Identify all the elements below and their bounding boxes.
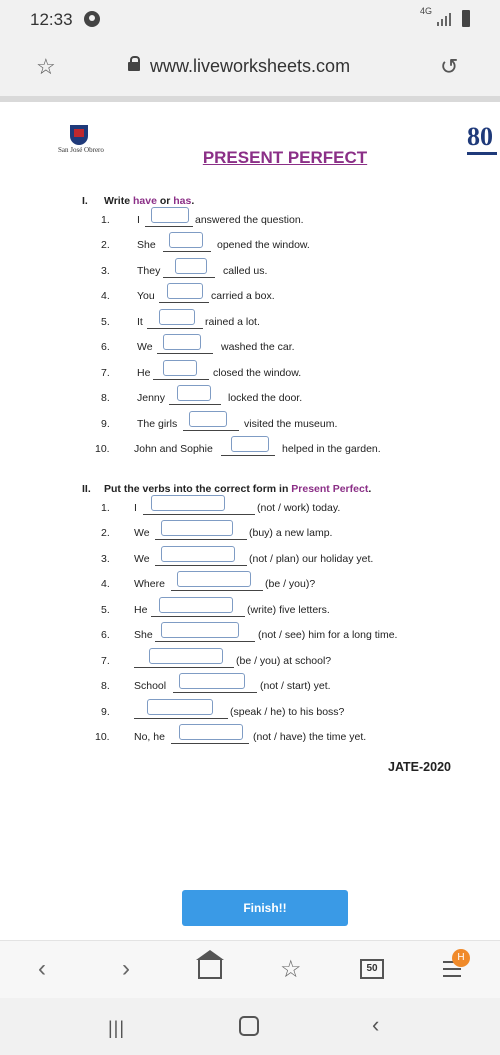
item-number: 2. (101, 239, 110, 251)
finish-button[interactable]: Finish!! (182, 890, 348, 926)
item-text: closed the window. (213, 367, 302, 379)
item-subject: It (137, 316, 143, 328)
item-text: answered the question. (195, 214, 304, 226)
answer-input[interactable] (151, 207, 189, 223)
section1-have: have (132, 195, 157, 207)
menu-badge: H (452, 949, 470, 967)
section1-or: or (156, 195, 174, 207)
section1-instruction: Write (104, 195, 133, 207)
item-number: 4. (101, 578, 110, 590)
item-number: 9. (101, 706, 110, 718)
address-bar (0, 40, 500, 96)
item-text: (not / see) him for a long time. (258, 629, 398, 641)
answer-input[interactable] (175, 258, 207, 274)
reload-icon[interactable]: ↺ (440, 54, 459, 79)
item-subject: Where (134, 578, 165, 590)
answer-input[interactable] (177, 571, 251, 587)
item-subject: The girls (137, 418, 178, 430)
browser-bottom-nav (0, 940, 500, 999)
answer-input[interactable] (161, 520, 233, 536)
tabs-count-button[interactable]: 50 (360, 959, 384, 979)
item-subject: John and Sophie (134, 443, 213, 455)
answer-input[interactable] (179, 673, 245, 689)
answer-input[interactable] (159, 309, 195, 325)
answer-input[interactable] (149, 648, 223, 664)
anniversary-logo-number: 80 (467, 122, 493, 151)
item-text: (not / have) the time yet. (253, 731, 367, 743)
page-title: PRESENT PERFECT (202, 148, 368, 167)
network-type: 4G (420, 6, 433, 16)
section1-number: I. (82, 195, 88, 207)
item-number: 4. (101, 290, 110, 302)
item-number: 1. (101, 214, 110, 226)
status-bar (0, 0, 500, 40)
item-text: rained a lot. (205, 316, 260, 328)
item-number: 8. (101, 392, 110, 404)
lock-icon[interactable] (128, 62, 140, 71)
bookmark-star-icon[interactable]: ☆ (36, 54, 56, 79)
item-text: (buy) a new lamp. (249, 527, 333, 539)
item-subject: She (137, 239, 156, 251)
item-number: 8. (101, 680, 110, 692)
item-text: washed the car. (221, 341, 295, 353)
sync-icon (84, 11, 100, 27)
answer-input[interactable] (161, 622, 239, 638)
item-text: (speak / he) to his boss? (230, 706, 345, 718)
answer-input[interactable] (161, 546, 235, 562)
answer-input[interactable] (189, 411, 227, 427)
item-text: (not / work) today. (257, 502, 341, 514)
item-number: 7. (101, 655, 110, 667)
section2-instruction: Put the verbs into the correct form in (104, 483, 292, 495)
answer-input[interactable] (179, 724, 243, 740)
url-text[interactable]: www.liveworksheets.com (150, 56, 351, 76)
shield-icon (70, 125, 88, 145)
worksheet-code: JATE-2020 (388, 760, 451, 774)
system-back-icon[interactable]: ‹ (372, 1012, 380, 1037)
item-subject: We (137, 341, 153, 353)
item-number: 5. (101, 316, 110, 328)
status-time: 12:33 (30, 10, 73, 29)
section1-heading (82, 195, 194, 207)
item-subject: I (134, 502, 137, 514)
item-number: 6. (101, 341, 110, 353)
home-icon[interactable] (198, 959, 222, 979)
section2-period: . (368, 483, 372, 495)
section2-number: II. (82, 483, 91, 495)
item-number: 9. (101, 418, 110, 430)
item-number: 5. (101, 604, 110, 616)
section2-highlight: Present Perfect (291, 483, 369, 495)
item-subject: She (134, 629, 153, 641)
item-number: 1. (101, 502, 110, 514)
recent-apps-icon[interactable]: ||| (108, 1018, 126, 1038)
signal-icon (437, 12, 453, 26)
item-text: (write) five letters. (247, 604, 330, 616)
item-subject: He (134, 604, 148, 616)
back-arrow-icon[interactable]: ‹ (38, 955, 46, 982)
item-subject: School (134, 680, 167, 692)
item-text: (be / you)? (265, 578, 316, 590)
item-number: 2. (101, 527, 110, 539)
answer-input[interactable] (163, 360, 197, 376)
item-number: 3. (101, 265, 110, 277)
item-subject: I (137, 214, 140, 226)
item-text: visited the museum. (244, 418, 338, 430)
item-text: opened the window. (217, 239, 310, 251)
item-text: helped in the garden. (282, 443, 381, 455)
worksheet-page (0, 102, 500, 940)
item-text: locked the door. (228, 392, 303, 404)
battery-icon (462, 10, 470, 27)
answer-input[interactable] (163, 334, 201, 350)
item-subject: You (137, 290, 155, 302)
bookmarks-icon[interactable]: ☆ (280, 956, 302, 983)
system-nav-bar (0, 998, 500, 1055)
item-subject: They (137, 265, 161, 277)
section1-has: has (173, 195, 192, 207)
item-number: 3. (101, 553, 110, 565)
answer-input[interactable] (169, 232, 203, 248)
item-subject: We (134, 553, 150, 565)
item-number: 6. (101, 629, 110, 641)
answer-input[interactable] (151, 495, 225, 511)
item-subject: He (137, 367, 151, 379)
item-text: carried a box. (211, 290, 275, 302)
item-number: 7. (101, 367, 110, 379)
item-text: called us. (223, 265, 268, 277)
item-number: 10. (95, 731, 110, 743)
forward-arrow-icon[interactable]: › (122, 955, 130, 982)
school-logo-text: San José Obrero (58, 146, 104, 154)
section2-heading (82, 483, 371, 495)
item-number: 10. (95, 443, 110, 455)
section1-period: . (191, 195, 195, 207)
answer-input[interactable] (159, 597, 233, 613)
answer-input[interactable] (147, 699, 213, 715)
answer-input[interactable] (231, 436, 269, 452)
item-text: (not / plan) our holiday yet. (249, 553, 374, 565)
item-subject: We (134, 527, 150, 539)
item-subject: Jenny (137, 392, 166, 404)
answer-input[interactable] (177, 385, 211, 401)
answer-input[interactable] (167, 283, 203, 299)
item-text: (be / you) at school? (236, 655, 332, 667)
item-subject: No, he (134, 731, 165, 743)
system-home-icon[interactable] (239, 1016, 259, 1036)
item-text: (not / start) yet. (260, 680, 331, 692)
